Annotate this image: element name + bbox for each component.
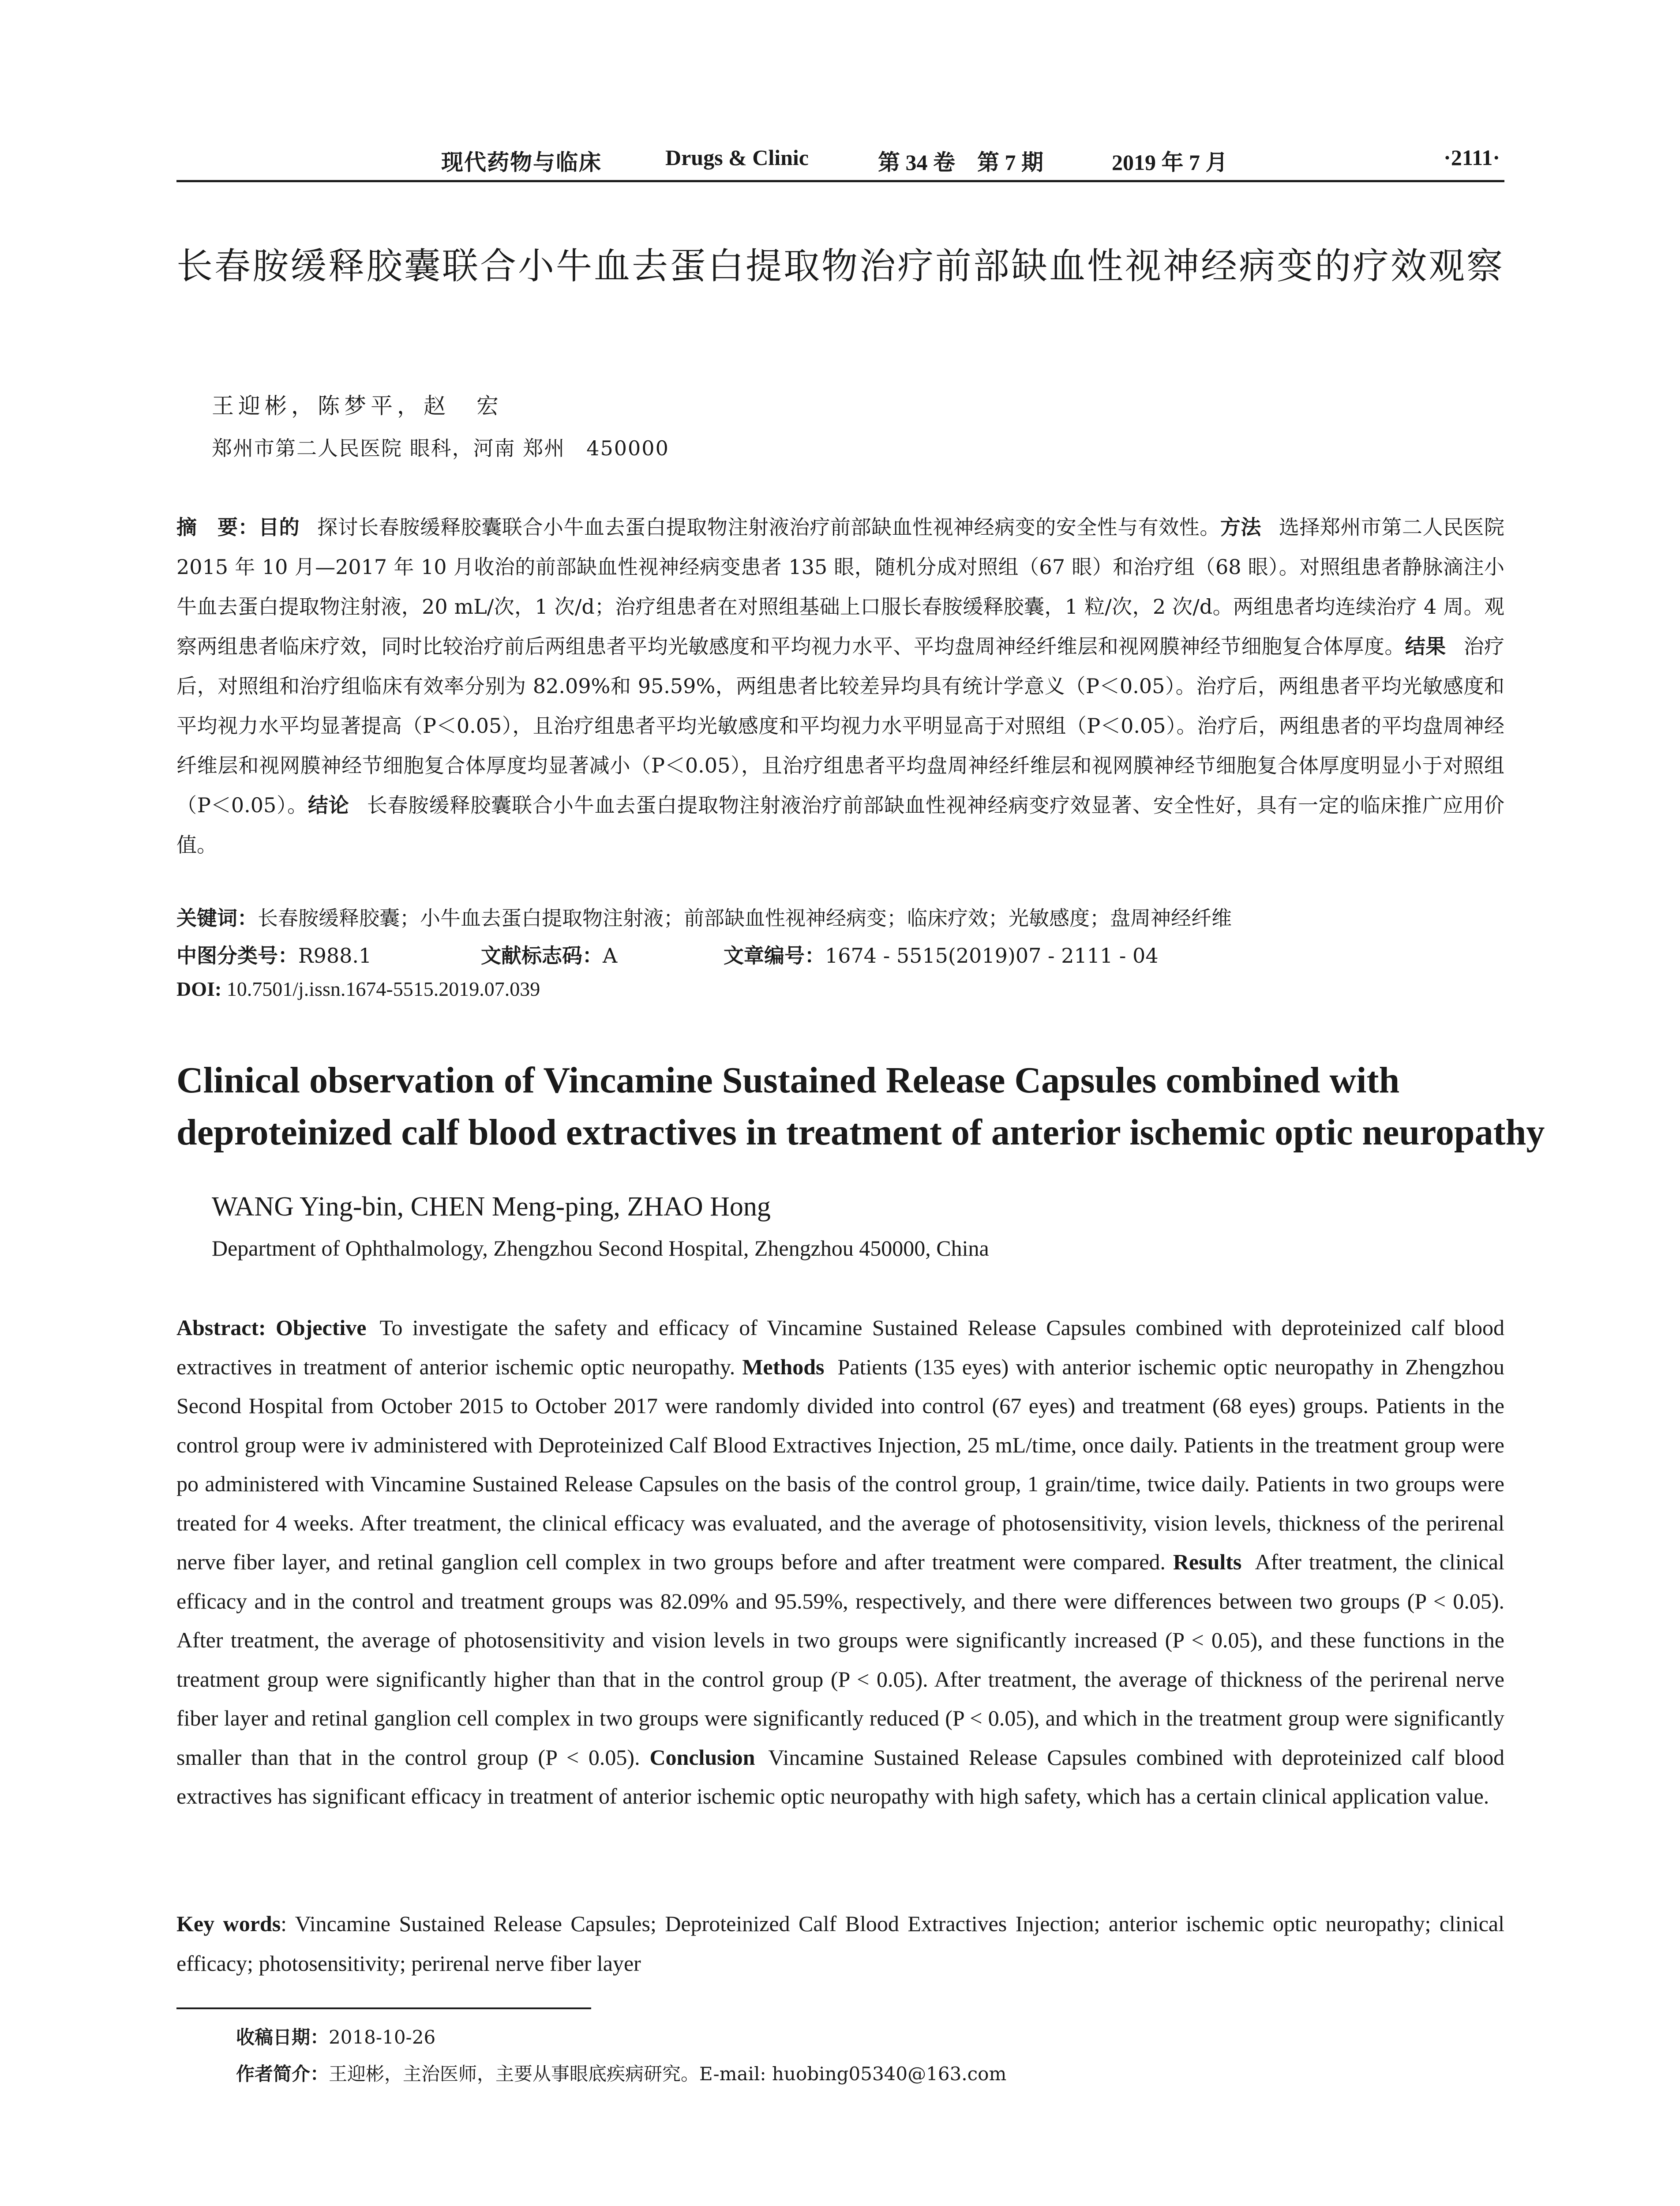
doi-line: [176, 977, 540, 1001]
keywords-cn-text: 长春胺缓释胶囊；小牛血去蛋白提取物注射液；前部缺血性视神经病变；临床疗效；光敏感度；盘周神经纤维: [258, 906, 1232, 930]
article-no: 1674 - 5515(2019)07 - 2111 - 04: [825, 944, 1159, 968]
author-bio-label: 作者简介：: [236, 2063, 329, 2085]
affiliation-en: Department of Ophthalmology, Zhengzhou Second Hospital, Zhengzhou 450000, China: [212, 1236, 989, 1261]
results-label-cn: 结果: [1405, 634, 1446, 658]
results-text-en: After treatment, the clinical efficacy and in the control and treatment groups was 82.09% and 95.59%, respectively, and there were differences between two groups (P < 0.05). After treatment, the average of photosensitivity and vision levels in two groups were significantly increased (P < 0.05), and these functions in the treatment group were significantly higher than that in the control group (P < 0.05). After treatment, the average of thickness of the perirenal nerve fiber layer and retinal ganglion cell complex in two groups were significantly reduced (P < 0.05), and which in the treatment group were significantly smaller than that in the control group (P < 0.05).: [176, 1549, 1505, 1770]
keywords-en: [176, 1904, 1504, 1983]
clc-label: 中图分类号：: [176, 944, 298, 968]
keywords-cn-label: 关键词：: [176, 906, 258, 930]
journal-name-en: Drugs & Clinic: [665, 145, 809, 170]
doc-code-label: 文献标志码：: [481, 944, 603, 968]
results-text-cn: 治疗后，对照组和治疗组临床有效率分别为 82.09%和 95.59%，两组患者比较差异均具有统计学意义（P＜0.05）。治疗后，两组患者平均光敏感度和平均视力水平均显著提高（P＜0.05），且治疗组患者平均光敏感度和平均视力水平明显高于对照组（P＜0.05）。治疗后，两组患者的平均盘周神经纤维层和视网膜神经节细胞复合体厚度均显著减小（P＜0.05），且治疗组患者平均盘周神经纤维层和视网膜神经节细胞复合体厚度明显小于对照组（P＜0.05）。: [176, 634, 1505, 817]
methods-text-en: Patients (135 eyes) with anterior ischemic optic neuropathy in Zhengzhou Second Hospital from October 2015 to October 2017 were randomly divided into control (67 eyes) and treatment (68 eyes) groups. Patients in the control group were iv administered with Deproteinized Calf Blood Extractives Injection, 25 mL/time, once daily. Patients in the treatment group were po administered with Vincamine Sustained Release Capsules on the basis of the control group, 1 grain/time, twice daily. Patients in two groups were treated for 4 weeks. After treatment, the clinical efficacy was evaluated, and the average of photosensitivity, vision levels, thickness of the perirenal nerve fiber layer, and retinal ganglion cell complex in two groups before and after treatment were compared.: [176, 1354, 1504, 1574]
page-number: ·2111·: [1444, 145, 1500, 170]
objective-label-en: Objective: [275, 1315, 367, 1340]
keywords-en-label: Key words: [176, 1911, 281, 1936]
author-bio-text: 王迎彬，主治医师，主要从事眼底疾病研究。E-mail: huobing05340@163.com: [329, 2063, 1007, 2085]
abstract-en-label: Abstract:: [176, 1315, 266, 1340]
methods-text-cn: 选择郑州市第二人民医院 2015 年 10 月—2017 年 10 月收治的前部缺血性视神经病变患者 135 眼，随机分成对照组（67 眼）和治疗组（68 眼）。对照组患者静脉滴注小牛血去蛋白提取物注射液，20 mL/次，1 次/d；治疗组患者在对照组基础上口服长春胺缓释胶囊，1 粒/次，2 次/d。两组患者均连续治疗 4 周。观察两组患者临床疗效，同时比较治疗前后两组患者平均光敏感度和平均视力水平、平均盘周神经纤维层和视网膜神经节细胞复合体厚度。: [176, 515, 1505, 658]
running-header: [176, 140, 1504, 182]
footnote-divider: [176, 2007, 591, 2009]
objective-label-cn: 目的: [259, 515, 300, 539]
journal-name-cn: 现代药物与临床: [441, 150, 602, 175]
affiliation-cn: 郑州市第二人民医院 眼科，河南 郑州 450000: [212, 436, 669, 460]
clc-code: R988.1: [298, 944, 372, 968]
article-title-cn: 长春胺缓释胶囊联合小牛血去蛋白提取物治疗前部缺血性视神经病变的疗效观察: [176, 245, 1505, 287]
article-title-en: [176, 1054, 1545, 1159]
issue-date: 2019 年 7 月: [1112, 150, 1228, 175]
results-label-en: Results: [1173, 1549, 1242, 1574]
doi-value: 10.7501/j.issn.1674-5515.2019.07.039: [226, 978, 540, 1000]
objective-text-en: To investigate the safety and efficacy of Vincamine Sustained Release Capsules combined with deproteinized calf blood extractives in treatment of anterior ischemic optic neuropathy.: [176, 1315, 1504, 1379]
abstract-cn-label: 摘 要：: [176, 515, 259, 539]
methods-label-cn: 方法: [1220, 515, 1261, 539]
authors-cn: 王迎彬，陈梦平，赵 宏: [212, 393, 503, 419]
footnote-received: [236, 2023, 435, 2049]
authors-en: WANG Ying-bin, CHEN Meng-ping, ZHAO Hong: [212, 1192, 771, 1222]
title-en-line-1: Clinical observation of Vincamine Sustained Release Capsules combined with: [176, 1060, 1400, 1101]
conclusion-text-cn: 长春胺缓释胶囊联合小牛血去蛋白提取物注射液治疗前部缺血性视神经病变疗效显著、安全性好，具有一定的临床推广应用价值。: [176, 793, 1505, 857]
doi-label: DOI:: [176, 978, 222, 1000]
conclusion-text-en: Vincamine Sustained Release Capsules combined with deproteinized calf blood extractives has significant efficacy in treatment of anterior ischemic optic neuropathy with high safety, which has a certain clinical application value.: [176, 1745, 1505, 1808]
keywords-cn: [176, 902, 1232, 931]
received-label: 收稿日期：: [236, 2026, 329, 2048]
conclusion-label-en: Conclusion: [649, 1745, 755, 1770]
title-en-line-2: deproteinized calf blood extractives in treatment of anterior ischemic optic neuropathy: [176, 1112, 1545, 1153]
objective-text-cn: 探讨长春胺缓释胶囊联合小牛血去蛋白提取物注射液治疗前部缺血性视神经病变的安全性与有效性。: [317, 515, 1220, 539]
conclusion-label-cn: 结论: [308, 793, 349, 817]
article-no-label: 文章编号：: [724, 944, 825, 968]
keywords-en-text: : Vincamine Sustained Release Capsules; Deproteinized Calf Blood Extractives Injection; anterior ischemic optic neuropathy; clinical efficacy; photosensitivity; perirenal nerve fiber layer: [176, 1911, 1504, 1976]
volume-issue: 第 34 卷 第 7 期: [878, 150, 1043, 175]
classification-line: [176, 940, 1159, 969]
abstract-en: [176, 1308, 1504, 1899]
methods-label-en: Methods: [742, 1354, 825, 1379]
received-date: 2018-10-26: [329, 2026, 436, 2048]
footnote-author-bio: [236, 2060, 1006, 2086]
abstract-cn: [176, 507, 1504, 896]
doc-code: A: [603, 944, 618, 968]
